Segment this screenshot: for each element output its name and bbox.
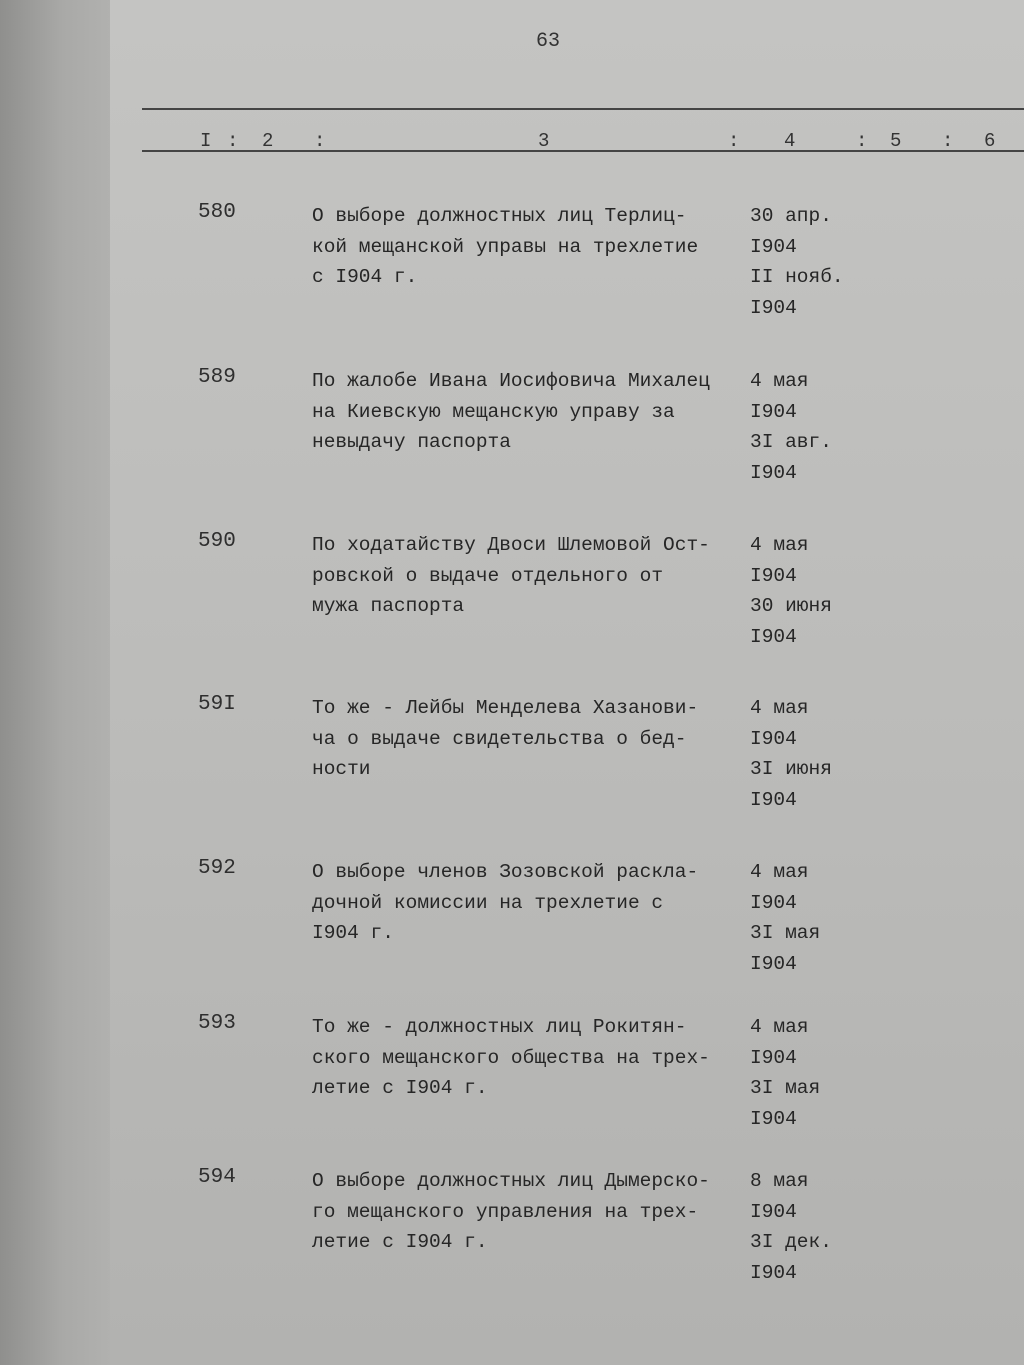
end-year: I904 [750, 1261, 797, 1284]
description-line: То же - Лейбы Менделева Хазанови- [312, 697, 699, 719]
record-number: 593 [198, 1012, 236, 1035]
start-date: 30 апр. [750, 205, 832, 227]
end-date: 3I авг. [750, 431, 832, 453]
end-year: I904 [750, 952, 797, 975]
description-line: ского мещанского общества на трех- [312, 1046, 710, 1069]
description-line: летие с I904 г. [312, 1077, 488, 1099]
record-description [312, 530, 742, 622]
description-line: мужа паспорта [312, 595, 465, 617]
description-line: кой мещанской управы на трехлетие [312, 235, 699, 258]
record-dates [750, 857, 850, 979]
column-header-separator: : [856, 130, 868, 152]
start-date: 4 мая [750, 861, 809, 883]
end-date: 3I июня [750, 758, 832, 780]
start-year: I904 [750, 235, 797, 258]
record-dates [750, 1166, 850, 1288]
column-header-3: 3 [538, 130, 550, 152]
end-date: 3I дек. [750, 1231, 832, 1253]
start-year: I904 [750, 1046, 797, 1069]
description-line: ности [312, 758, 371, 780]
record-number: 580 [198, 201, 236, 224]
record-dates [750, 530, 850, 652]
description-line: невыдачу паспорта [312, 431, 511, 453]
column-header-4: 4 [784, 130, 796, 152]
column-header-separator: : [728, 130, 740, 152]
column-header-6: 6 [984, 130, 996, 152]
record-description [312, 693, 742, 785]
start-year: I904 [750, 400, 797, 423]
start-year: I904 [750, 891, 797, 914]
start-date: 4 мая [750, 697, 809, 719]
description-line: О выборе должностных лиц Дымерско- [312, 1170, 710, 1192]
record-number: 589 [198, 366, 236, 389]
record-number: 594 [198, 1166, 236, 1189]
record-dates [750, 693, 850, 815]
end-year: I904 [750, 788, 797, 811]
column-header-5: 5 [890, 130, 902, 152]
record-description [312, 1166, 742, 1258]
record-dates [750, 201, 850, 323]
start-year: I904 [750, 564, 797, 587]
description-line: дочной комиссии на трехлетие с [312, 891, 664, 914]
description-line: го мещанского управления на трех- [312, 1200, 699, 1223]
end-year: I904 [750, 1107, 797, 1130]
end-year: I904 [750, 461, 797, 484]
description-line: По жалобе Ивана Иосифовича Михалец [312, 370, 710, 392]
description-line: с I904 г. [312, 266, 418, 288]
description-line: О выборе членов Зозовской раскла- [312, 861, 699, 883]
record-dates [750, 366, 850, 488]
description-line: По ходатайству Двоси Шлемовой Ост- [312, 534, 710, 556]
description-line: на Киевскую мещанскую управу за [312, 400, 675, 423]
description-line: ровской о выдаче отдельного от [312, 564, 664, 587]
end-date: 30 июня [750, 595, 832, 617]
description-line: О выборе должностных лиц Терлиц- [312, 205, 687, 227]
record-number: 592 [198, 857, 236, 880]
record-number: 590 [198, 530, 236, 553]
column-header-separator: : [227, 130, 239, 152]
page-number: 63 [536, 30, 561, 53]
end-year: I904 [750, 296, 797, 319]
description-line: летие с I904 г. [312, 1231, 488, 1253]
header-bottom-rule [142, 150, 1024, 152]
description-line: ча о выдаче свидетельства о бед- [312, 727, 687, 750]
record-description [312, 857, 742, 949]
start-date: 4 мая [750, 1016, 809, 1038]
column-header-separator: : [314, 130, 326, 152]
start-date: 4 мая [750, 370, 809, 392]
start-year: I904 [750, 1200, 797, 1223]
column-header-1: I [200, 130, 212, 152]
start-date: 4 мая [750, 534, 809, 556]
end-date: 3I мая [750, 922, 821, 944]
header-top-rule [142, 108, 1024, 110]
start-year: I904 [750, 727, 797, 750]
description-line: I904 г. [312, 922, 394, 944]
end-date: 3I мая [750, 1077, 821, 1099]
record-number: 59I [198, 693, 236, 716]
record-description [312, 1012, 742, 1104]
column-header-2: 2 [262, 130, 274, 152]
record-description [312, 201, 742, 293]
record-description [312, 366, 742, 458]
record-dates [750, 1012, 850, 1134]
column-header-separator: : [942, 130, 954, 152]
end-year: I904 [750, 625, 797, 648]
end-date: II нояб. [750, 266, 844, 288]
start-date: 8 мая [750, 1170, 809, 1192]
description-line: То же - должностных лиц Рокитян- [312, 1016, 687, 1038]
